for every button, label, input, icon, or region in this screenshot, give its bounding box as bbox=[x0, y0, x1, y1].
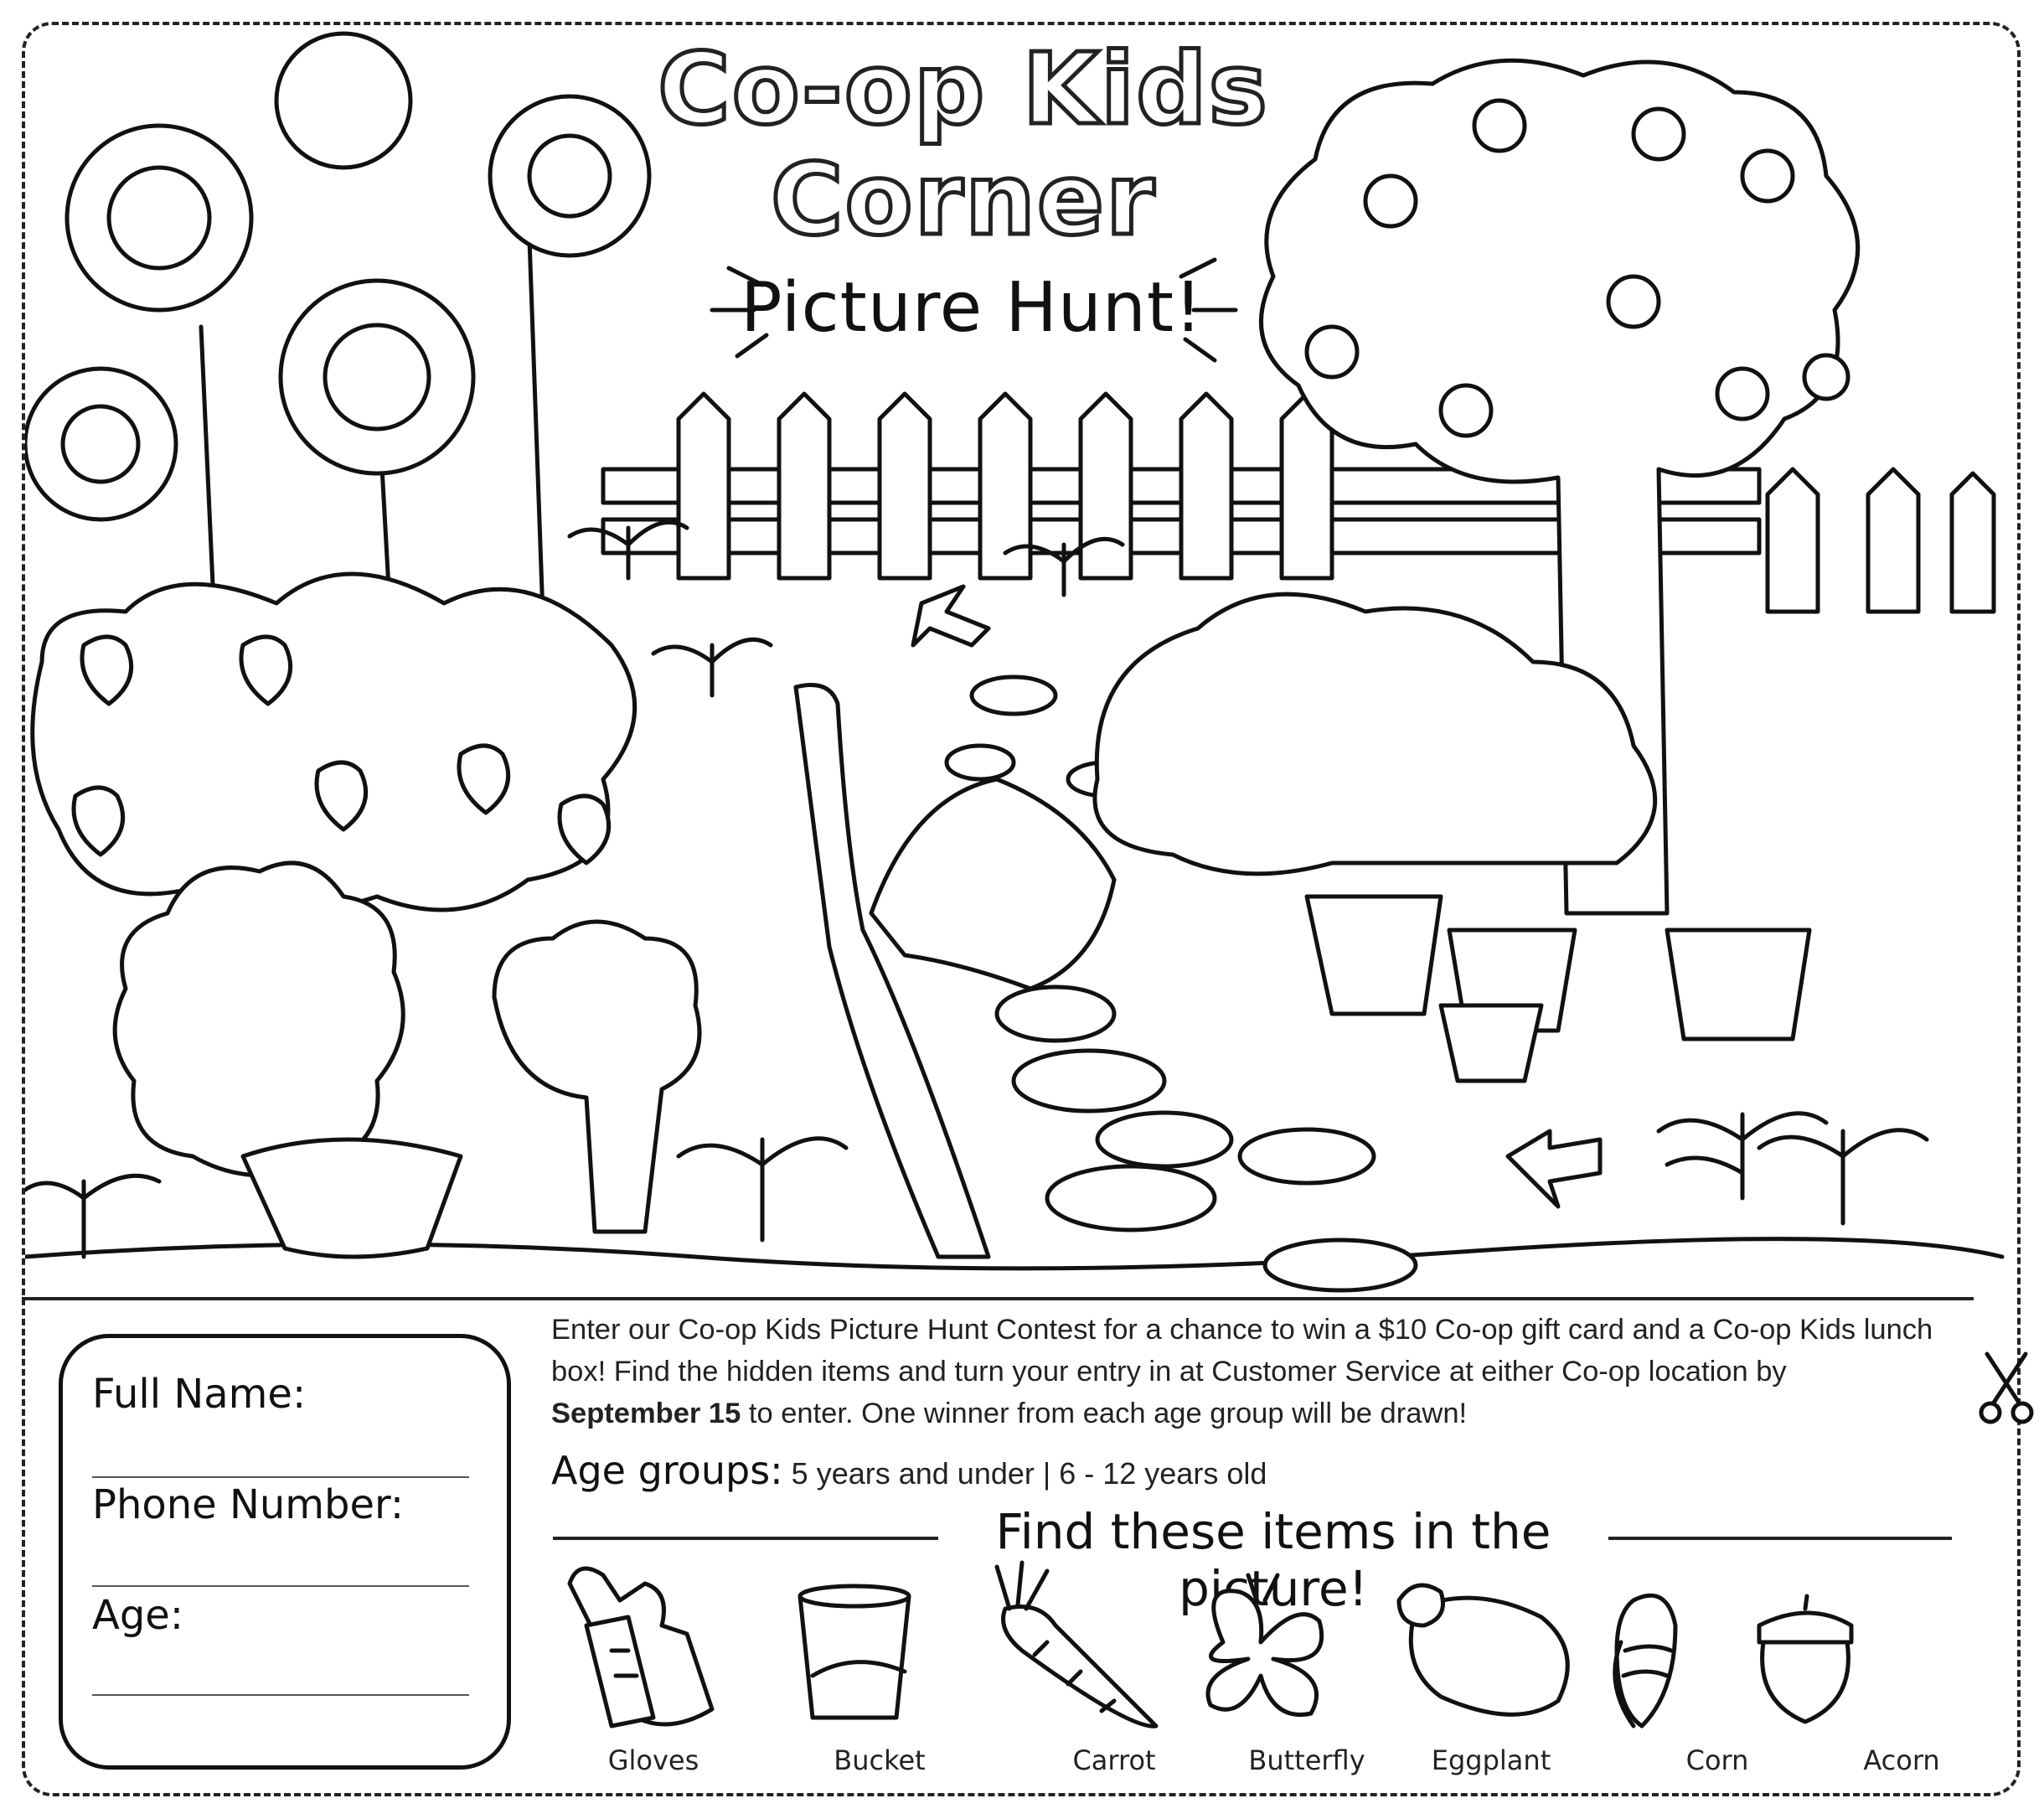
scissors-icon bbox=[1977, 1351, 2036, 1426]
item-label-corn: Corn bbox=[1685, 1744, 1749, 1776]
item-label-acorn: Acorn bbox=[1863, 1744, 1940, 1776]
full-name-field[interactable] bbox=[92, 1476, 469, 1478]
butterfly-icon bbox=[1208, 1575, 1322, 1715]
contest-description bbox=[551, 1309, 1933, 1434]
heading-rule-right bbox=[1608, 1537, 1952, 1540]
item-label-eggplant: Eggplant bbox=[1431, 1744, 1551, 1776]
phone-number-label: Phone Number: bbox=[92, 1481, 405, 1528]
page-title bbox=[586, 31, 1340, 257]
item-label-butterfly: Butterfly bbox=[1248, 1744, 1365, 1776]
strawberry-basket bbox=[243, 1139, 461, 1257]
title-line-2: Corner bbox=[770, 142, 1157, 257]
heading-rule-left bbox=[553, 1537, 938, 1540]
age-groups-label: Age groups: bbox=[551, 1448, 783, 1493]
gloves-icon bbox=[570, 1568, 712, 1726]
corn-icon bbox=[1615, 1595, 1675, 1726]
find-items-heading: Find these items in the picture! bbox=[995, 1503, 1551, 1617]
age-field[interactable] bbox=[92, 1694, 469, 1696]
bucket-icon bbox=[800, 1586, 909, 1718]
title-line-1: Co-op Kids bbox=[658, 31, 1269, 147]
contest-deadline: September 15 bbox=[551, 1398, 741, 1429]
age-groups bbox=[551, 1448, 1556, 1493]
carrot-icon bbox=[997, 1563, 1156, 1726]
age-label: Age: bbox=[92, 1592, 184, 1639]
section-divider bbox=[22, 1297, 1974, 1300]
acorn-icon bbox=[1759, 1596, 1851, 1722]
contest-text-before: Enter our Co-op Kids Picture Hunt Contest for a chance to win a $10 Co-op gift card and a Co-op Kids lunch box! Find the hidden items and turn your entry in at Customer Service at either Co-op location by bbox=[551, 1314, 1933, 1388]
item-label-bucket: Bucket bbox=[834, 1744, 926, 1776]
item-label-gloves: Gloves bbox=[607, 1744, 699, 1776]
garden-fence bbox=[603, 394, 1994, 612]
page-subtitle: Picture Hunt! bbox=[741, 268, 1203, 348]
strawberry-bush bbox=[33, 574, 635, 912]
find-items-icons bbox=[553, 1550, 1977, 1743]
eggplant-icon bbox=[1399, 1585, 1567, 1714]
age-groups-value: 5 years and under | 6 - 12 years old bbox=[791, 1456, 1267, 1491]
phone-number-field[interactable] bbox=[92, 1585, 469, 1587]
item-label-carrot: Carrot bbox=[1072, 1744, 1156, 1776]
contest-text-after: to enter. One winner from each age group will be drawn! bbox=[741, 1398, 1468, 1429]
kale-character bbox=[115, 863, 403, 1176]
full-name-label: Full Name: bbox=[92, 1371, 307, 1418]
broccoli-character bbox=[494, 922, 699, 1232]
flower-pots bbox=[1307, 897, 1809, 1081]
